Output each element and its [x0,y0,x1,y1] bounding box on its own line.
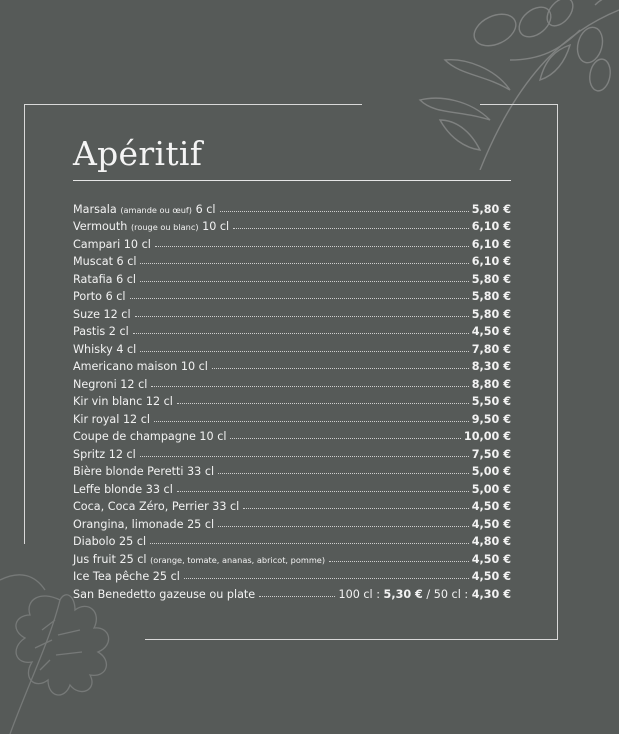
dot-leader [243,508,468,509]
menu-item [73,268,511,286]
menu-item-san-benedetto [73,583,511,601]
item-price: 5,30 € [383,587,423,601]
item-name: Ratafia 6 cl [73,272,137,286]
item-name: Coca, Coca Zéro, Perrier 33 cl [73,500,240,513]
item-price: 4,50 € [471,570,511,583]
item-price: 6,10 € [471,255,511,268]
item-name: Leffe blonde 33 cl [73,482,173,496]
item-price: 10,00 € [463,430,511,443]
dot-leader [220,211,469,212]
menu-item [73,391,511,409]
item-price: 8,80 € [471,377,511,391]
menu-list [73,198,511,601]
dot-leader [140,281,469,282]
item-price: 4,50 € [471,325,511,338]
menu-item [73,216,511,234]
item-price: 5,00 € [471,465,511,478]
item-name: Negroni 12 cl [73,377,148,391]
dot-leader [135,316,469,317]
item-price: 4,50 € [471,500,511,513]
item-name: Coupe de champagne 10 cl [73,430,227,443]
item-price: 4,50 € [471,517,511,531]
menu-item [73,198,511,216]
dot-leader [150,543,469,544]
dot-leader [133,333,469,334]
dot-leader [140,351,468,352]
item-price: 6,10 € [471,220,511,233]
menu-item [73,531,511,549]
item-name: Whisky 4 cl [73,342,137,356]
item-price: 7,80 € [471,342,511,356]
dot-leader [154,421,469,422]
menu-item [73,373,511,391]
frame-line-bottom [145,639,558,640]
item-price: 5,00 € [471,482,511,496]
item-name: San Benedetto gazeuse ou plate [73,587,256,601]
dot-leader [140,456,469,457]
dot-leader [230,438,460,439]
item-name: Spritz 12 cl [73,447,136,461]
olive-branch-decoration [340,0,619,170]
item-name: Muscat 6 cl [73,255,137,268]
menu-item [73,461,511,479]
item-price: 5,80 € [471,272,511,286]
item-name: Porto 6 cl [73,290,126,303]
dot-leader [233,228,469,229]
dot-leader [177,403,469,404]
item-name: Bière blonde Peretti 33 cl [73,465,215,478]
item-price: 4,50 € [471,552,511,566]
item-price: 5,80 € [471,307,511,321]
frame-line-left [24,104,25,544]
dot-leader [259,596,335,597]
item-price: 6,10 € [471,237,511,251]
dot-leader [151,386,468,387]
item-name: Kir royal 12 cl [73,412,150,426]
dot-leader [218,473,469,474]
item-price: 9,50 € [471,412,511,426]
item-name: Vermouth (rouge ou blanc) 10 cl [73,220,230,233]
item-name: Diabolo 25 cl [73,535,147,548]
dot-leader [329,561,469,562]
menu-item [73,321,511,339]
frame-line-top-left [24,104,362,105]
menu-item [73,496,511,514]
item-sizes-prices: 100 cl : 5,30 € / 50 cl : 4,30 € [338,587,511,601]
item-name: Marsala (amande ou œuf) 6 cl [73,202,216,216]
section-title: Apéritif [73,134,203,173]
item-name: Orangina, limonade 25 cl [73,517,215,531]
item-name: Suze 12 cl [73,307,131,321]
item-price: 5,50 € [471,395,511,408]
item-price: 5,80 € [471,202,511,216]
item-name: Americano maison 10 cl [73,360,208,373]
title-divider [73,180,511,181]
item-name: Jus fruit 25 cl (orange, tomate, ananas, abricot, pomme) [73,552,326,566]
menu-item [73,513,511,531]
dot-leader [218,526,469,527]
item-price: 5,80 € [471,290,511,303]
dot-leader [212,368,469,369]
menu-item [73,286,511,304]
frame-line-right [557,104,558,640]
dot-leader [140,263,468,264]
item-name: Campari 10 cl [73,237,151,251]
item-price: 7,50 € [471,447,511,461]
menu-item [73,303,511,321]
dot-leader [177,491,469,492]
item-name: Ice Tea pêche 25 cl [73,570,180,583]
item-price: 4,30 € [471,587,511,601]
item-name: Pastis 2 cl [73,325,129,338]
dot-leader [184,578,469,579]
item-name: Kir vin blanc 12 cl [73,395,173,408]
menu-item [73,566,511,584]
item-price: 8,30 € [471,360,511,373]
dot-leader [130,298,469,299]
menu-item [73,426,511,444]
frame-line-top-right [480,104,558,105]
menu-item [73,338,511,356]
item-price: 4,80 € [471,535,511,548]
menu-item [73,233,511,251]
menu-item [73,408,511,426]
menu-item [73,478,511,496]
dot-leader [155,246,469,247]
menu-item [73,251,511,269]
menu-item [73,443,511,461]
menu-item [73,356,511,374]
menu-item [73,548,511,566]
